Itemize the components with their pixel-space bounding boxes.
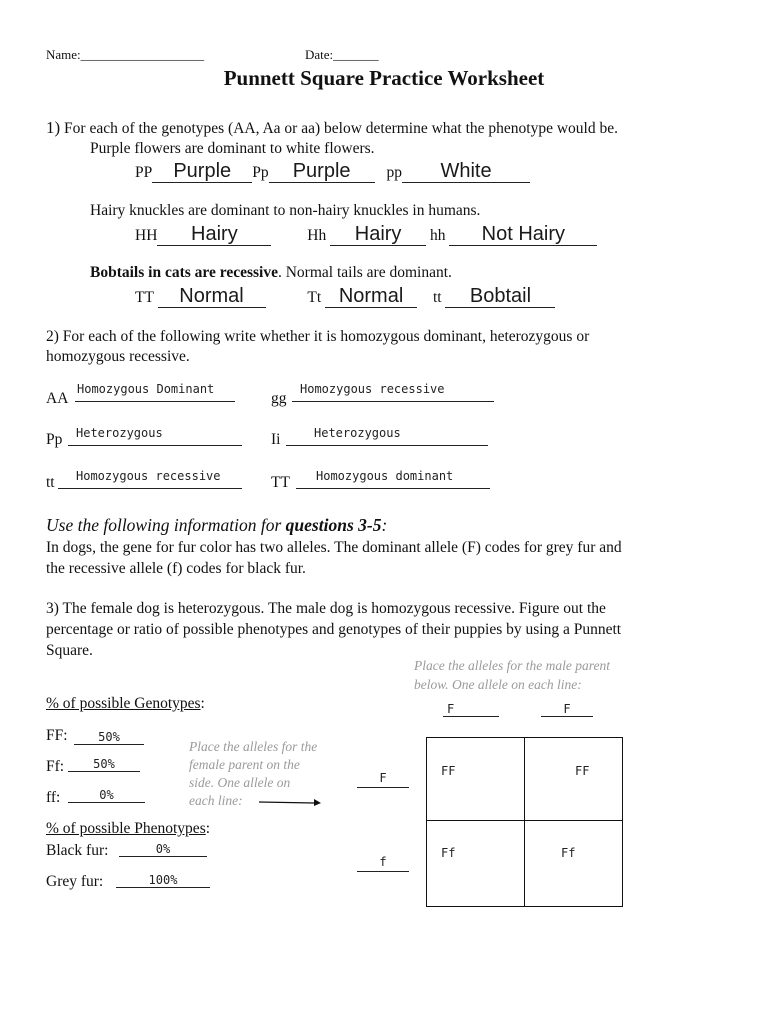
genotype-label: tt [432,289,442,306]
q2-label: AA [46,390,69,407]
phenotypes-heading [46,820,210,838]
date-field[interactable]: Date:_______ [305,47,379,62]
genotype-label: ff: [46,789,61,806]
male-hint-line2: below. One allele on each line: [414,677,582,692]
genotype-label: PP [135,164,153,181]
female-hint-line1: Place the alleles for the [189,739,318,754]
genotype-percent[interactable]: 50% [68,757,140,772]
info-heading-italic: Use the following information for [46,515,286,535]
female-allele-blank[interactable]: f [357,855,409,872]
arrow-right-icon [258,797,322,809]
genotype-label: pp [386,164,402,181]
q2-label: TT [271,474,290,491]
phenotype-answer[interactable]: Normal [325,285,417,308]
cats-intro-bold: Bobtails in cats are recessive [90,264,278,281]
q1-prompt-text: For each of the genotypes (AA, Aa or aa) below determine what the phenotype would be. [64,120,618,137]
genotype-label: FF: [46,727,68,744]
genotype-label: HH [135,227,158,244]
punnett-square [426,737,623,907]
phenotype-answer[interactable]: Not Hairy [449,223,597,246]
genotype-label: Pp [252,164,269,181]
grid-divider-vertical [524,738,525,906]
phenotype-answer[interactable]: Purple [269,160,375,183]
female-hint-line4: each line: [189,793,243,808]
phenotype-label: Black fur: [46,842,109,859]
genotypes-heading-text: % of possible Genotypes [46,695,201,712]
q2-label: tt [46,474,55,491]
q2-label: Ii [271,431,281,448]
info-heading-bold: questions 3-5 [285,515,382,535]
q2-answer[interactable]: Heterozygous [68,426,242,446]
genotype-label: hh [429,227,446,244]
male-hint-line1: Place the alleles for the male parent [414,658,610,673]
punnett-cell[interactable]: FF [575,764,590,778]
knuckles-intro: Hairy knuckles are dominant to non-hairy knuckles in humans. [90,202,481,219]
info-heading-end: : [381,515,388,535]
flowers-intro: Purple flowers are dominant to white flowers. [90,140,375,157]
knuckles-row [135,223,597,246]
genotype-label: TT [135,289,154,306]
q1-prompt [46,118,618,138]
punnett-cell[interactable]: FF [441,764,456,778]
female-hint-line2: female parent on the [189,757,300,772]
q1-number: 1) [46,118,61,137]
q2-prompt-line2: homozygous recessive. [46,348,190,365]
q2-answer[interactable]: Homozygous dominant [296,469,490,489]
punnett-cell[interactable]: Ff [561,846,576,860]
phenotype-percent[interactable]: 100% [116,873,210,888]
genotype-percent[interactable]: 0% [68,788,145,803]
q3-line1: 3) The female dog is heterozygous. The male dog is homozygous recessive. Figure out the [46,600,606,617]
female-allele-blank[interactable]: F [357,771,409,788]
q2-answer[interactable]: Homozygous recessive [58,469,242,489]
phenotype-label: Grey fur: [46,873,104,890]
phenotype-answer[interactable]: Normal [158,285,266,308]
phenotypes-heading-colon: : [205,820,211,837]
page-title: Punnett Square Practice Worksheet [223,66,545,90]
q2-answer[interactable]: Homozygous Dominant [75,382,235,402]
genotype-label: Hh [307,227,327,244]
q3-line2: percentage or ratio of possible phenotypes and genotypes of their puppies by using a Punnett [46,621,622,638]
q2-answer[interactable]: Homozygous recessive [292,382,494,402]
q2-answer[interactable]: Heterozygous [286,426,488,446]
genotypes-heading-colon: : [200,695,205,712]
punnett-cell[interactable]: Ff [441,846,456,860]
info-heading [46,515,387,536]
grid-divider-horizontal [427,820,622,821]
phenotype-answer[interactable]: Bobtail [445,285,555,308]
info-line2: the recessive allele (f) codes for black fur. [46,560,306,577]
cats-intro-rest: . Normal tails are dominant. [277,264,452,281]
q2-label: Pp [46,431,63,448]
phenotype-answer[interactable]: Purple [152,160,252,183]
q3-line3: Square. [46,642,93,659]
flowers-row [135,160,530,183]
male-allele-blank[interactable]: F [443,702,499,717]
male-allele-blank[interactable]: F [541,702,593,717]
cats-intro [90,264,452,282]
phenotype-answer[interactable]: Hairy [157,223,271,246]
q2-label: gg [271,390,287,407]
genotypes-heading [46,695,205,713]
q2-prompt-line1: 2) For each of the following write whether it is homozygous dominant, heterozygous or [46,328,590,345]
genotype-label: Ff: [46,758,65,775]
phenotype-percent[interactable]: 0% [119,842,207,857]
phenotypes-heading-text: % of possible Phenotypes [46,820,206,837]
genotype-label: Tt [307,289,322,306]
cats-row [135,285,555,308]
info-line1: In dogs, the gene for fur color has two alleles. The dominant allele (F) codes for grey fur and [46,539,622,556]
phenotype-answer[interactable]: Hairy [330,223,426,246]
female-hint-line3: side. One allele on [189,775,291,790]
genotype-percent[interactable]: 50% [74,731,144,745]
name-field[interactable]: Name:___________________ [46,47,205,62]
phenotype-answer[interactable]: White [402,160,530,183]
